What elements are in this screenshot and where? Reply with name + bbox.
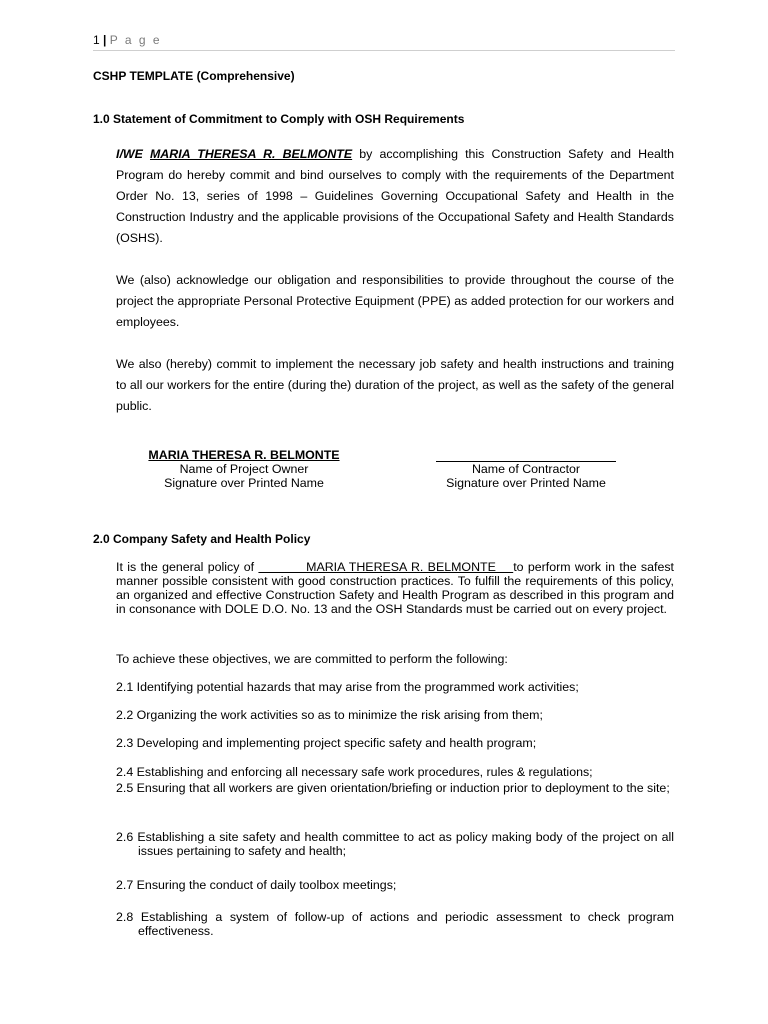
section1-paragraph-1 [116, 144, 674, 249]
policy-item: 2.5 Ensuring that all workers are given orientation/briefing or induction prior to deployment to the site; [116, 781, 670, 795]
section2-paragraph-1 [116, 560, 674, 616]
p1-owner-name: MARIA THERESA R. BELMONTE [149, 147, 353, 161]
policy-item: 2.3 Developing and implementing project specific safety and health program; [116, 736, 537, 750]
page-label: P a g e [109, 33, 162, 47]
policy-item: 2.1 Identifying potential hazards that may arise from the programmed work activities; [116, 680, 579, 694]
document-title: CSHP TEMPLATE (Comprehensive) [93, 69, 295, 83]
page-header [93, 33, 162, 47]
contractor-signature-line [436, 448, 616, 462]
section1-heading: 1.0 Statement of Commitment to Comply with OSH Requirements [93, 112, 465, 126]
section1-paragraph-3: We also (hereby) commit to implement the necessary job safety and health instructions and training to all our workers for the entire (during the) duration of the project, as well as the safety of the general public. [116, 357, 674, 413]
policy-item: 2.8 Establishing a system of follow-up of actions and periodic assessment to check program effectiveness. [116, 910, 674, 938]
policy-item: 2.7 Ensuring the conduct of daily toolbox meetings; [116, 878, 397, 892]
section2-heading: 2.0 Company Safety and Health Policy [93, 532, 311, 546]
contractor-signature-block [412, 448, 640, 490]
p1-prefix: I/WE [116, 147, 143, 161]
contractor-label: Name of Contractor [471, 462, 581, 476]
p2-prefix: It is the general policy of [116, 560, 259, 574]
contractor-sublabel: Signature over Printed Name [446, 476, 606, 490]
policy-item: 2.6 Establishing a site safety and health committee to act as policy making body of the project on all issues pertaining to safety and health; [116, 830, 674, 858]
owner-label: Name of Project Owner [179, 462, 309, 476]
policy-item: 2.2 Organizing the work activities so as to minimize the risk arising from them; [116, 708, 543, 722]
owner-printed-name: MARIA THERESA R. BELMONTE [148, 448, 340, 462]
p1-text: by accomplishing this Construction Safety and Health Program do hereby commit and bind ourselves to comply with the requirements of the Department Order No. 13, series of 1998 – Guidelines Governing Occupational Safety and Health in the Construction Industry and the applicable provisions of the Occupational Safety and Health Standards (OSHS). [116, 147, 674, 245]
section1-paragraph-2: We (also) acknowledge our obligation and responsibilities to provide throughout the course of the project the appropriate Personal Protective Equipment (PPE) as added protection for our workers and employees. [116, 273, 674, 329]
section2-intro: To achieve these objectives, we are committed to perform the following: [116, 652, 508, 666]
p2-text: to perform work in the safest manner possible consistent with good construction practices. To fulfill the requirements of this policy, an organized and effective Construction Safety and Health Program as described in this program and in consonance with DOLE D.O. No. 13 and the OSH Standards must be carried out on every project. [116, 560, 674, 616]
owner-signature-block [130, 448, 358, 490]
header-separator: | [103, 33, 107, 47]
policy-item: 2.4 Establishing and enforcing all necessary safe work procedures, rules & regulations; [116, 765, 593, 779]
header-rule [93, 50, 675, 51]
owner-sublabel: Signature over Printed Name [164, 476, 324, 490]
page-number: 1 [93, 33, 100, 47]
p2-owner-blank: MARIA THERESA R. BELMONTE [258, 560, 514, 574]
